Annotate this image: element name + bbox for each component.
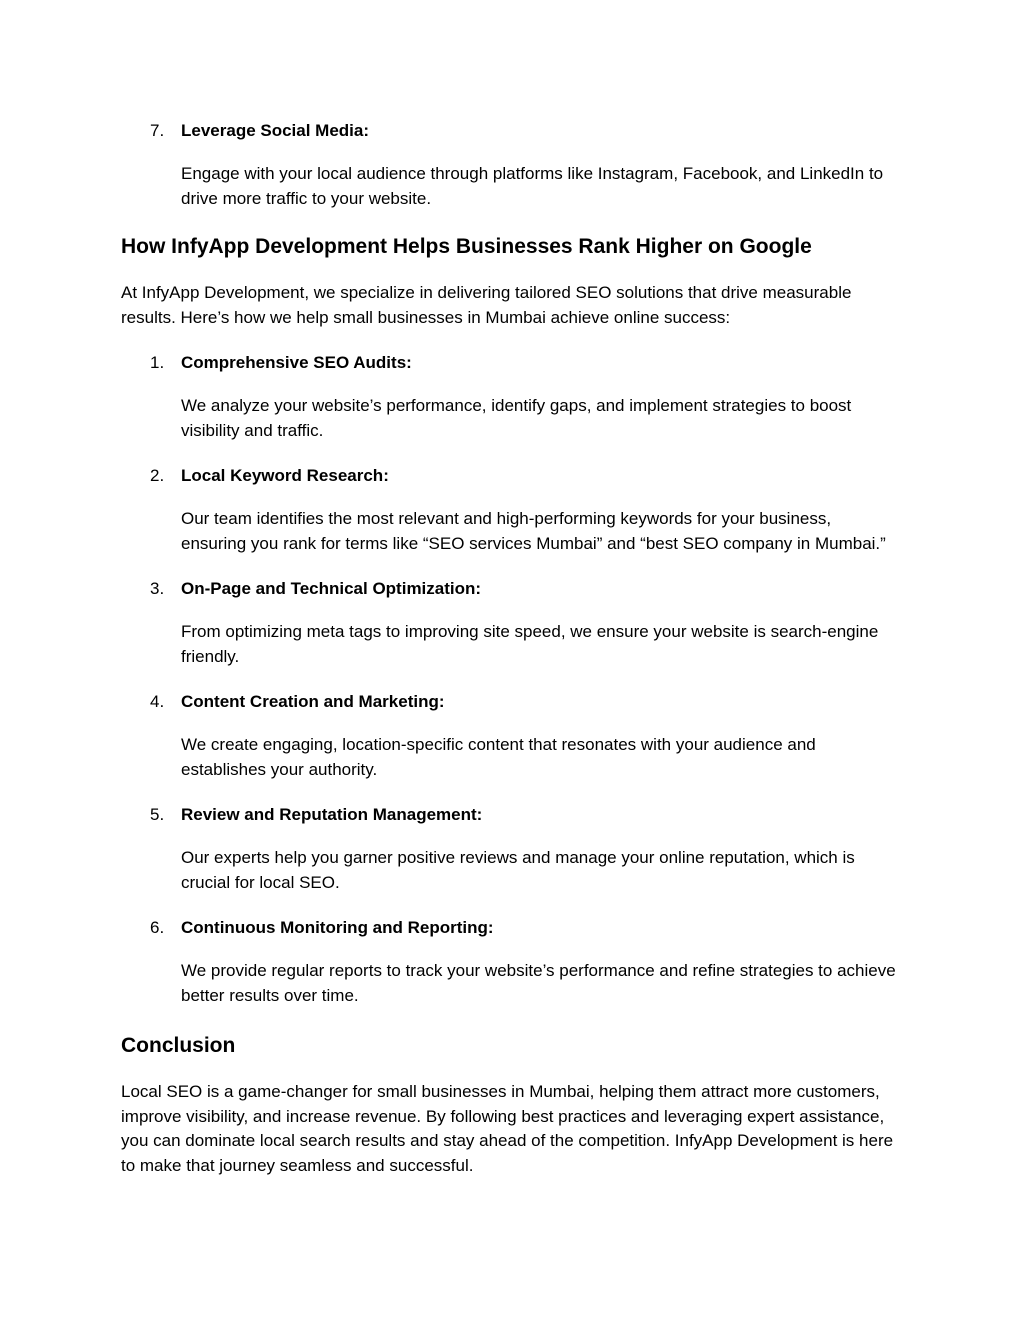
list-item-title: Leverage Social Media: [181,121,370,140]
section-heading-infyapp: How InfyApp Development Helps Businesses Rank Higher on Google [121,235,812,258]
list-item-number: 5. [150,805,165,824]
list-item-title: On-Page and Technical Optimization: [181,579,482,598]
list-item-title: Content Creation and Marketing: [181,692,445,711]
list-item-title: Continuous Monitoring and Reporting: [181,918,494,937]
list-item-number: 4. [150,692,165,711]
section-heading-conclusion: Conclusion [121,1034,236,1057]
list-item-title: Comprehensive SEO Audits: [181,353,412,372]
list-item-body: Our experts help you garner positive reviews and manage your online reputation, which is crucial for local SEO. [181,848,855,892]
conclusion-paragraph: Local SEO is a game-changer for small businesses in Mumbai, helping them attract more customers, improve visibility, and increase revenue. By following best practices and leveraging expert assistance, you can dominate local search results and stay ahead of the competition. InfyApp Development is here to make that journey seamless and successful. [121,1082,894,1175]
list-item-content-creation [121,689,901,782]
list-item-leverage-social-media [121,118,901,211]
section-intro-paragraph: At InfyApp Development, we specialize in delivering tailored SEO solutions that drive measurable results. Here’s how we help small businesses in Mumbai achieve online success: [121,283,852,327]
list-item-title: Local Keyword Research: [181,466,389,485]
list-item-number: 7. [150,121,165,140]
list-item-seo-audits [121,350,901,443]
list-item-number: 1. [150,353,165,372]
list-item-body: We provide regular reports to track your website’s performance and refine strategies to achieve better results over time. [181,961,896,1005]
list-item-monitoring-reporting [121,915,901,1008]
list-item-body: We create engaging, location-specific content that resonates with your audience and establishes your authority. [181,735,816,779]
list-item-body: Our team identifies the most relevant and high-performing keywords for your business, ensuring you rank for terms like “SEO services Mumbai” and “best SEO company in Mumbai.” [181,509,886,553]
list-item-body: From optimizing meta tags to improving site speed, we ensure your website is search-engine friendly. [181,622,879,666]
document-page [121,118,901,1178]
list-item-reputation-management [121,802,901,895]
list-item-keyword-research [121,463,901,556]
list-item-body: Engage with your local audience through platforms like Instagram, Facebook, and LinkedIn to drive more traffic to your website. [181,164,884,208]
list-item-number: 6. [150,918,165,937]
list-item-number: 3. [150,579,165,598]
list-item-technical-optimization [121,576,901,669]
list-item-body: We analyze your website’s performance, identify gaps, and implement strategies to boost visibility and traffic. [181,396,852,440]
list-item-number: 2. [150,466,165,485]
list-item-title: Review and Reputation Management: [181,805,483,824]
